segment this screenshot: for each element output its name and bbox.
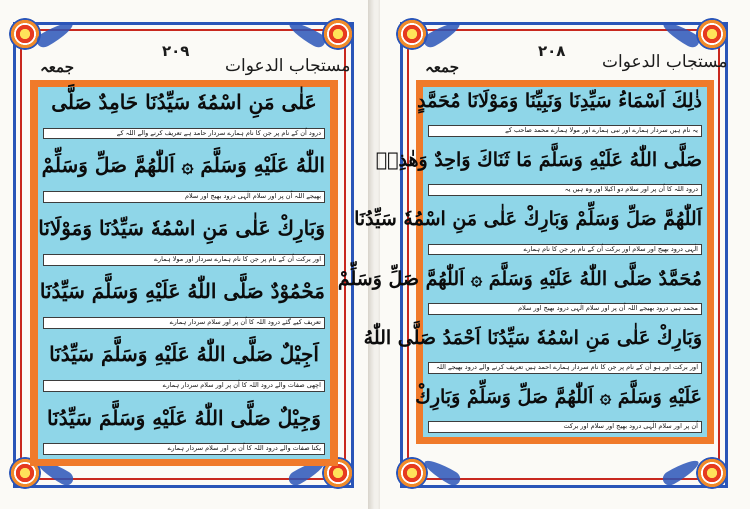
day-label: جمعہ xyxy=(40,58,74,76)
arabic-line: عَلٰى مَنِ اسْمُهٗ سَيِّدُنَا حَامِدٌ صَلَّى xyxy=(51,90,317,114)
translation-line: درود اللہ کا اُن پر اور سلام دو اکیلا اور وہ ہیں یہ xyxy=(428,184,702,196)
rosette-ornament-icon xyxy=(396,18,428,50)
translation-line: اچھی صفات والے درود اللہ کا اُن پر اور سلام سردار ہمارے xyxy=(43,380,325,392)
translation-line: بھیجے اللہ اُن پر اور سلام الٰہی درود بھیج اور سلام xyxy=(43,191,325,203)
arabic-line: عَلَيْهِ وَسَلَّمَ ۞ اَللّٰهُمَّ صَلِّ وَسَلِّمْ وَبَارِكْ xyxy=(415,385,702,408)
arabic-line: وَجِيْلٌ صَلَّى اللّٰهُ عَلَيْهِ وَسَلَّمَ سَيِّدُنَا xyxy=(47,405,321,430)
arabic-line: وَبَارِكْ عَلٰى مَنِ اسْمُهٗ سَيِّدُنَا وَمَوْلَانَا xyxy=(38,216,325,241)
right-text-panel xyxy=(337,87,707,437)
rosette-ornament-icon xyxy=(696,18,728,50)
day-label: جمعہ xyxy=(425,58,459,76)
arabic-line: اَللّٰهُمَّ صَلِّ وَسَلِّمْ وَبَارِكْ عَلٰى مَنِ اسْمُهٗ سَيِّدُنَا xyxy=(354,208,702,231)
right-page xyxy=(337,0,750,509)
translation-line: درود اُن کے نام پر جن کا نام ہمارے سردار حامد ہے تعریف کرنے والے اللہ کے xyxy=(43,128,325,140)
arabic-line: ذٰلِكَ اَسْمَاءُ سَيِّدِنَا وَنَبِيِّنَا وَمَوْلَانَا مُحَمَّدٍ xyxy=(417,90,702,112)
translation-line: تعریف کیے گئے درود اللہ کا اُن پر اور سلام سردار ہمارے xyxy=(43,317,325,329)
rosette-ornament-icon xyxy=(396,457,428,489)
arabic-line: صَلَّى اللّٰهُ عَلَيْهِ وَسَلَّمَ مَا ثَنَاكَ وَاحِدٌ وَهٰذِهٖ xyxy=(375,149,702,172)
left-text-panel xyxy=(38,87,330,459)
rosette-ornament-icon xyxy=(696,457,728,489)
translation-line: اور برکت اُن کے نام پر جن کا نام ہمارے سردار اور مولا ہمارے xyxy=(43,254,325,266)
arabic-line: وَبَارِكْ عَلٰى مَنِ اسْمُهٗ سَيِّدُنَا اَحْمَدُ صَلَّى اللّٰهُ xyxy=(363,326,702,349)
left-page xyxy=(0,0,372,509)
rosette-ornament-icon xyxy=(322,18,354,50)
translation-line: محمد ہیں درود بھیجے اللہ اُن پر اور سلام الٰہی درود بھیج اور سلام xyxy=(428,303,702,315)
arabic-line: مُحَمَّدٌ صَلَّى اللّٰهُ عَلَيْهِ وَسَلَّمَ ۞ اَللّٰهُمَّ صَلِّ وَسَلِّمْ xyxy=(337,267,702,290)
page-number: ۲۰۸ xyxy=(538,42,566,60)
page-number: ۲۰۹ xyxy=(162,42,190,60)
arabic-line: اللّٰهُ عَلَيْهِ وَسَلَّمَ ۞ اَللّٰهُمَّ صَلِّ وَسَلِّمْ xyxy=(41,153,325,178)
arabic-line: اَجِيْلٌ صَلَّى اللّٰهُ عَلَيْهِ وَسَلَّمَ سَيِّدُنَا xyxy=(49,342,319,367)
page-header-title: مستجاب الدعوات xyxy=(225,56,351,76)
translation-line: اور برکت اور ہو اُن کے نام پر جن کا نام سردار ہمارے احمد ہیں تعریف کرنے والے درود بھیجے اللہ xyxy=(428,362,702,374)
translation-line: یہ نام ہیں سردار ہمارے اور نبی ہمارے اور مولا ہمارے محمد صاحب کے xyxy=(428,125,702,137)
arabic-line: مَحْمُوْدٌ صَلَّى اللّٰهُ عَلَيْهِ وَسَلَّمَ سَيِّدُنَا xyxy=(39,279,325,304)
page-header-title: مستجاب الدعوات xyxy=(602,52,728,72)
translation-line: اُن پر اور سلام الٰہی درود بھیج اور سلام اور برکت xyxy=(428,421,702,433)
rosette-ornament-icon xyxy=(9,18,41,50)
translation-line: الٰہی درود بھیج اور سلام اور برکت اُن کے نام پر جن کا نام ہمارے xyxy=(428,244,702,256)
translation-line: یکتا صفات والے درود اللہ کا اُن پر اور سلام سردار ہمارے xyxy=(43,443,325,455)
